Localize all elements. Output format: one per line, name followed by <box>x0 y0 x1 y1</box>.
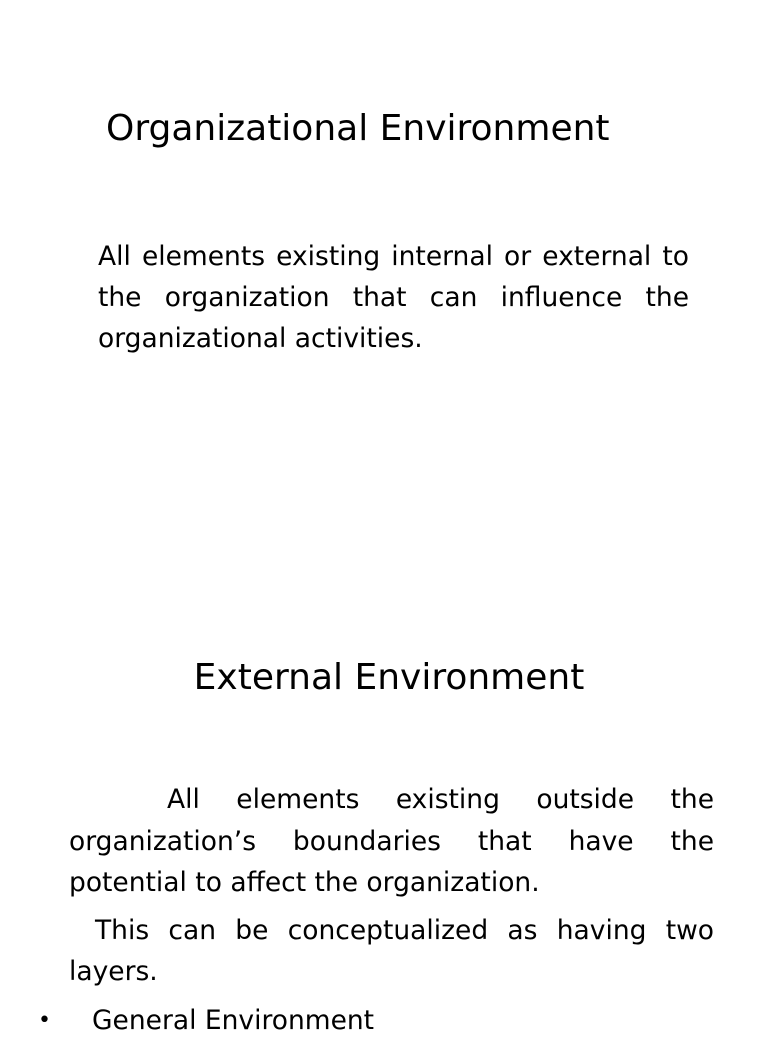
slide-title: External Environment <box>193 657 585 698</box>
bullet-label: General Environment <box>92 1005 375 1036</box>
slide-body-paragraph: This can be conceptualized as having two layers. <box>69 915 714 987</box>
slide-body-paragraph: All elements existing outside the organization’s boundaries that have the potential to affect the organization. <box>69 784 714 898</box>
bullet-list <box>38 1000 374 1041</box>
bullet-item <box>38 1000 374 1041</box>
bullet-icon: • <box>38 1008 51 1033</box>
slide-body-text: All elements existing internal or external to the organization that can influence the organizational activities. <box>98 241 689 354</box>
slide-external-environment <box>0 560 768 1036</box>
slide-title: Organizational Environment <box>106 108 610 149</box>
